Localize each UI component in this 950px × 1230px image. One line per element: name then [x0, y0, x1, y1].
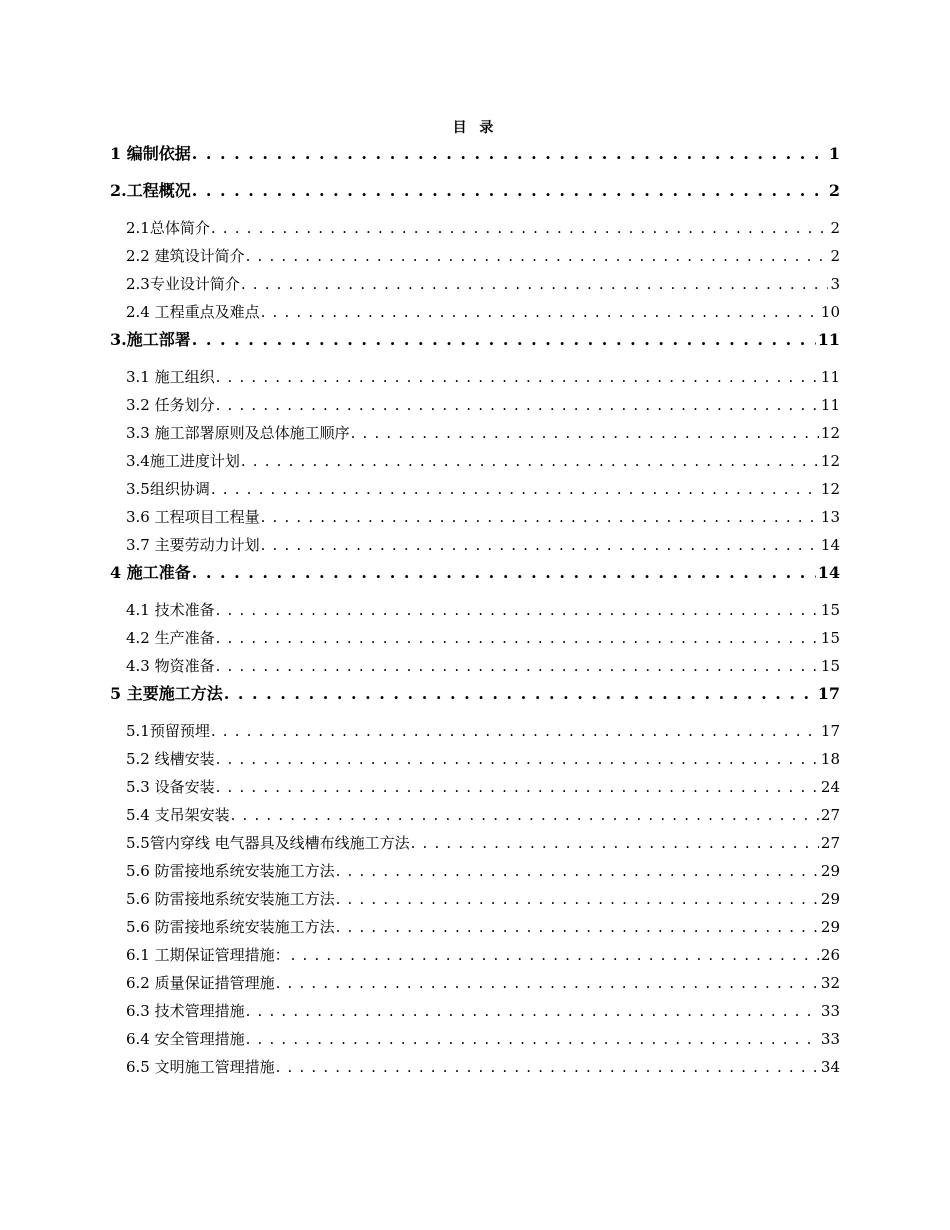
toc-section-entry[interactable] [110, 1025, 840, 1053]
toc-page-number: 14 [817, 563, 840, 582]
toc-entry-label: 2.4 工程重点及难点 [126, 303, 260, 321]
toc-entry-label: 3.2 任务划分 [126, 396, 215, 414]
toc-entry-label: 2.2 建筑设计简介 [126, 247, 245, 265]
toc-dot-leader [246, 997, 819, 1025]
toc-page-number: 33 [820, 1030, 840, 1048]
toc-entry-label: 5.6 防雷接地系统安装施工方法 [126, 890, 335, 908]
toc-page-number: 3 [830, 275, 840, 293]
toc-page-number: 15 [820, 629, 840, 647]
toc-page-number: 26 [820, 946, 840, 964]
toc-dot-leader [216, 363, 819, 391]
toc-entry-label: 3.5组织协调 [126, 480, 210, 498]
toc-entry-label: 2.1总体简介 [126, 219, 210, 237]
toc-section-entry[interactable] [110, 913, 840, 941]
toc-entry-label: 5.6 防雷接地系统安装施工方法 [126, 918, 335, 936]
toc-page-number: 15 [820, 601, 840, 619]
toc-section-entry[interactable] [110, 745, 840, 773]
toc-dot-leader [336, 857, 819, 885]
toc-page-number: 12 [820, 480, 840, 498]
toc-dot-leader [216, 624, 819, 652]
toc-dot-leader [241, 447, 819, 475]
toc-page-number: 11 [820, 396, 840, 414]
toc-entry-label: 4.3 物资准备 [126, 657, 215, 675]
toc-page-number: 14 [820, 536, 840, 554]
toc-dot-leader [216, 596, 819, 624]
toc-entry-label: 6.3 技术管理措施 [126, 1002, 245, 1020]
toc-entry-label: 5 主要施工方法 [110, 684, 223, 703]
toc-dot-leader [336, 913, 819, 941]
toc-page-number: 12 [820, 424, 840, 442]
toc-section-entry[interactable] [110, 419, 840, 447]
toc-entry-label: 4.2 生产准备 [126, 629, 215, 647]
toc-dot-leader [192, 559, 816, 587]
toc-section-entry[interactable] [110, 969, 840, 997]
toc-dot-leader [216, 391, 819, 419]
toc-page-number: 17 [817, 684, 840, 703]
toc-entry-label: 2.3专业设计简介 [126, 275, 240, 293]
toc-dot-leader [192, 326, 816, 354]
toc-chapter-entry[interactable] [110, 140, 840, 177]
toc-page-number: 27 [820, 806, 840, 824]
toc-section-entry[interactable] [110, 885, 840, 913]
toc-page-number: 29 [820, 862, 840, 880]
toc-dot-leader [216, 773, 819, 801]
toc-dot-leader [231, 801, 819, 829]
toc-entry-label: 3.4施工进度计划 [126, 452, 240, 470]
toc-page-number: 18 [820, 750, 840, 768]
toc-page-number: 2 [830, 219, 840, 237]
toc-page-number: 29 [820, 918, 840, 936]
toc-section-entry[interactable] [110, 447, 840, 475]
toc-section-entry[interactable] [110, 829, 840, 857]
toc-chapter-entry[interactable] [110, 559, 840, 596]
page-title: 目 录 [452, 120, 498, 136]
toc-dot-leader [192, 140, 827, 168]
toc-dot-leader [351, 419, 819, 447]
toc-entry-label: 3.7 主要劳动力计划 [126, 536, 260, 554]
toc-section-entry[interactable] [110, 941, 840, 969]
toc-entry-label: 4 施工准备 [110, 563, 191, 582]
toc-section-entry[interactable] [110, 624, 840, 652]
toc-dot-leader [276, 969, 819, 997]
toc-dot-leader [261, 531, 819, 559]
toc-page-number: 17 [820, 722, 840, 740]
toc-dot-leader [276, 1053, 819, 1081]
toc-entry-label: 6.1 工期保证管理措施： [126, 946, 290, 964]
toc-chapter-entry[interactable] [110, 680, 840, 717]
toc-entry-label: 3.1 施工组织 [126, 368, 215, 386]
table-of-contents [110, 140, 840, 1081]
toc-section-entry[interactable] [110, 270, 840, 298]
toc-page-number: 15 [820, 657, 840, 675]
toc-entry-label: 6.4 安全管理措施 [126, 1030, 245, 1048]
toc-section-entry[interactable] [110, 1053, 840, 1081]
toc-dot-leader [216, 745, 819, 773]
toc-page-number: 27 [820, 834, 840, 852]
toc-entry-label: 6.5 文明施工管理措施 [126, 1058, 275, 1076]
toc-dot-leader [224, 680, 816, 708]
toc-section-entry[interactable] [110, 363, 840, 391]
toc-page-number: 24 [820, 778, 840, 796]
toc-dot-leader [411, 829, 819, 857]
toc-section-entry[interactable] [110, 997, 840, 1025]
toc-section-entry[interactable] [110, 214, 840, 242]
toc-section-entry[interactable] [110, 531, 840, 559]
toc-dot-leader [261, 503, 819, 531]
toc-page-number: 11 [817, 330, 840, 349]
toc-page-number: 33 [820, 1002, 840, 1020]
toc-entry-label: 5.1预留预埋 [126, 722, 210, 740]
toc-section-entry[interactable] [110, 652, 840, 680]
toc-entry-label: 3.3 施工部署原则及总体施工顺序 [126, 424, 350, 442]
toc-section-entry[interactable] [110, 298, 840, 326]
toc-dot-leader [246, 1025, 819, 1053]
toc-section-entry[interactable] [110, 391, 840, 419]
toc-dot-leader [246, 242, 829, 270]
toc-section-entry[interactable] [110, 773, 840, 801]
toc-entry-label: 5.5管内穿线 电气器具及线槽布线施工方法 [126, 834, 410, 852]
toc-page-number: 10 [820, 303, 840, 321]
toc-section-entry[interactable] [110, 503, 840, 531]
toc-page-number: 2 [828, 181, 840, 200]
toc-section-entry[interactable] [110, 242, 840, 270]
toc-dot-leader [211, 717, 819, 745]
toc-entry-label: 5.4 支吊架安装 [126, 806, 230, 824]
toc-entry-label: 3.施工部署 [110, 330, 191, 349]
toc-page-number: 12 [820, 452, 840, 470]
toc-entry-label: 2.工程概况 [110, 181, 191, 200]
toc-entry-label: 3.6 工程项目工程量 [126, 508, 260, 526]
toc-chapter-entry[interactable] [110, 326, 840, 363]
toc-section-entry[interactable] [110, 857, 840, 885]
toc-page-number: 29 [820, 890, 840, 908]
toc-page-number: 11 [820, 368, 840, 386]
toc-entry-label: 4.1 技术准备 [126, 601, 215, 619]
toc-section-entry[interactable] [110, 596, 840, 624]
toc-page-number: 13 [820, 508, 840, 526]
toc-dot-leader [261, 298, 819, 326]
toc-dot-leader [291, 941, 819, 969]
toc-section-entry[interactable] [110, 475, 840, 503]
toc-page-number: 32 [820, 974, 840, 992]
toc-section-entry[interactable] [110, 801, 840, 829]
toc-chapter-entry[interactable] [110, 177, 840, 214]
toc-page-number: 2 [830, 247, 840, 265]
toc-section-entry[interactable] [110, 717, 840, 745]
toc-dot-leader [241, 270, 829, 298]
toc-entry-label: 5.6 防雷接地系统安装施工方法 [126, 862, 335, 880]
toc-page-number: 34 [820, 1058, 840, 1076]
toc-dot-leader [192, 177, 827, 205]
toc-page-number: 1 [828, 144, 840, 163]
toc-entry-label: 1 编制依据 [110, 144, 191, 163]
toc-entry-label: 5.2 线槽安装 [126, 750, 215, 768]
toc-dot-leader [211, 475, 819, 503]
toc-dot-leader [336, 885, 819, 913]
toc-entry-label: 5.3 设备安装 [126, 778, 215, 796]
toc-entry-label: 6.2 质量保证措管理施 [126, 974, 275, 992]
toc-dot-leader [211, 214, 829, 242]
toc-dot-leader [216, 652, 819, 680]
